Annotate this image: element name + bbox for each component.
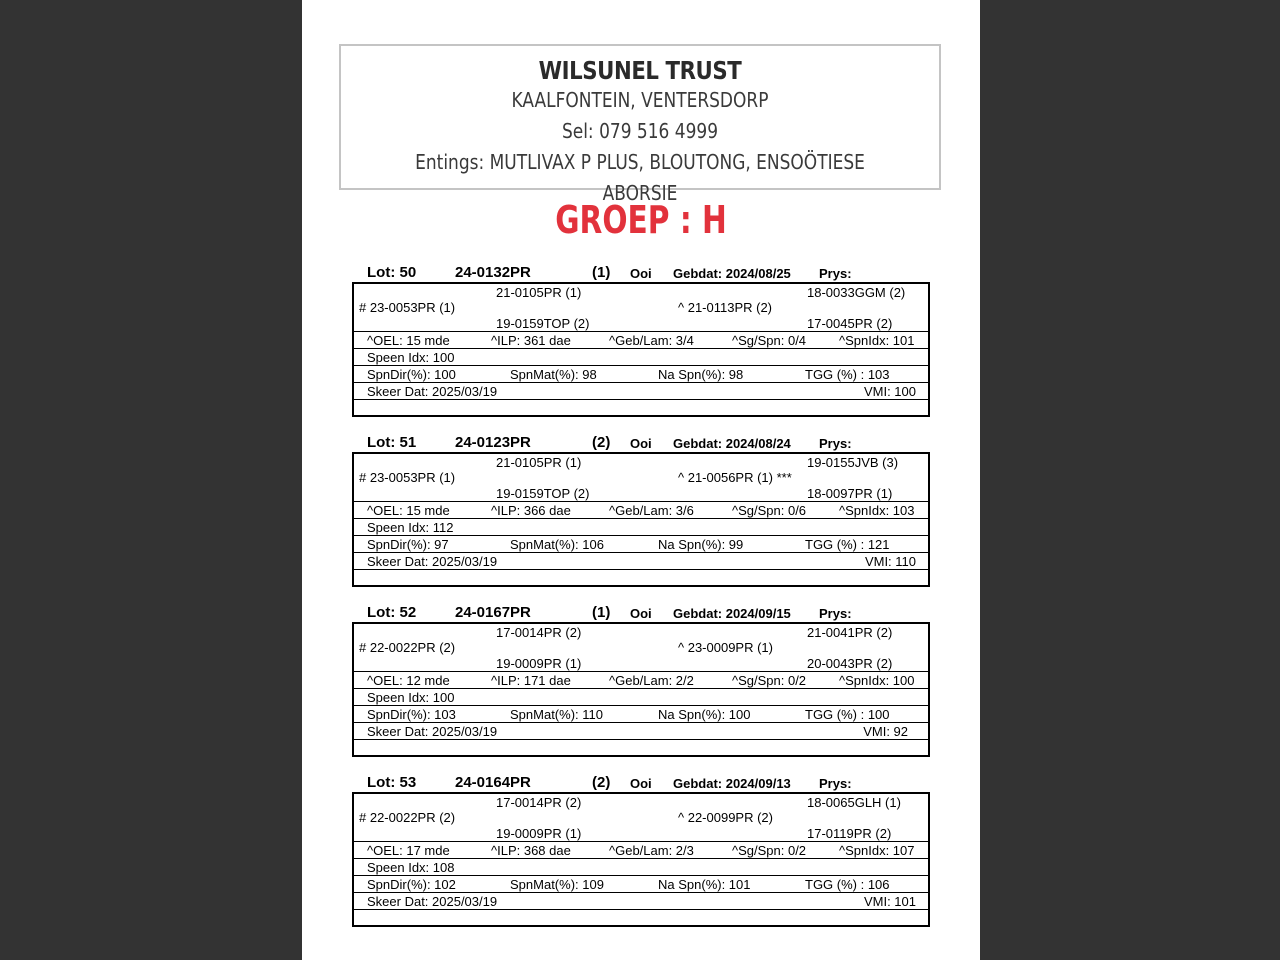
tgg: TGG (%) : 103 [805,367,890,382]
breeder-phone: Sel: 079 516 4999 [561,119,719,143]
spn-idx: ^SpnIdx: 103 [839,503,915,518]
dam-sire: 18-0033GGM (2) [807,285,906,300]
animal-id: 24-0167PR [455,604,531,621]
geb-lam: ^Geb/Lam: 3/6 [609,503,694,518]
dam-dam: 17-0119PR (2) [807,826,892,841]
price: Prys: [819,776,852,791]
lot-number: Lot: 52 [367,604,417,621]
speen-idx: Speen Idx: 100 [367,350,455,365]
birth-count: (1) [592,604,611,621]
row-divider [354,518,928,519]
lot-header [352,772,930,792]
lot-card [352,602,930,757]
vmi: VMI: 101 [863,894,916,909]
lot-header [352,262,930,282]
sire: # 23-0053PR (1) [359,300,456,315]
na-spn: Na Spn(%): 98 [658,367,744,382]
price: Prys: [819,606,852,621]
row-divider [354,399,928,400]
price: Prys: [819,266,852,281]
animal-id: 24-0164PR [455,774,531,791]
dam: ^ 22-0099PR (2) [678,810,773,825]
row-divider [354,535,928,536]
ilp: ^ILP: 171 dae [491,673,571,688]
spn-dir: SpnDir(%): 100 [367,367,456,382]
price: Prys: [819,436,852,451]
geb-lam: ^Geb/Lam: 2/3 [609,843,694,858]
row-divider [354,552,928,553]
skeer-date: Skeer Dat: 2025/03/19 [367,894,498,909]
lot-details-table [352,792,930,927]
lot-details-table [352,452,930,587]
spn-dir: SpnDir(%): 97 [367,537,449,552]
dam: ^ 23-0009PR (1) [678,640,773,655]
spn-mat: SpnMat(%): 106 [510,537,604,552]
sg-spn: ^Sg/Spn: 0/6 [732,503,807,518]
row-divider [354,365,928,366]
row-divider [354,688,928,689]
sire-dam: 19-0009PR (1) [496,826,582,841]
row-divider [354,875,928,876]
lot-number: Lot: 51 [367,434,417,451]
breeder-header [339,44,941,205]
birth-count: (2) [592,774,611,791]
skeer-date: Skeer Dat: 2025/03/19 [367,724,498,739]
dam-sire: 19-0155JVB (3) [807,455,899,470]
lot-header [352,602,930,622]
group-label: GROEP : H [555,198,727,242]
row-divider [354,331,928,332]
dam-sire: 21-0041PR (2) [807,625,893,640]
sire-sire: 17-0014PR (2) [496,625,582,640]
lot-details-table [352,622,930,757]
sire-sire: 17-0014PR (2) [496,795,582,810]
sire: # 22-0022PR (2) [359,810,456,825]
row-divider [354,841,928,842]
row-divider [354,858,928,859]
dam-dam: 18-0097PR (1) [807,486,893,501]
animal-id: 24-0132PR [455,264,531,281]
row-divider [354,739,928,740]
spn-idx: ^SpnIdx: 101 [839,333,915,348]
lot-header [352,432,930,452]
spn-mat: SpnMat(%): 110 [510,707,603,722]
spn-dir: SpnDir(%): 102 [367,877,456,892]
row-divider [354,722,928,723]
sg-spn: ^Sg/Spn: 0/2 [732,843,807,858]
sire-sire: 21-0105PR (1) [496,285,582,300]
dam-dam: 20-0043PR (2) [807,656,893,671]
sg-spn: ^Sg/Spn: 0/2 [732,673,807,688]
breeder-name: WILSUNEL TRUST [538,56,742,85]
vaccinations: Entings: MUTLIVAX P PLUS, BLOUTONG, ENSOÖTIESE ABORSIE [415,150,865,205]
ilp: ^ILP: 366 dae [491,503,571,518]
oel: ^OEL: 15 mde [367,503,450,518]
animal-id: 24-0123PR [455,434,531,451]
sg-spn: ^Sg/Spn: 0/4 [732,333,807,348]
tgg: TGG (%) : 121 [805,537,890,552]
vmi: VMI: 92 [863,724,908,739]
sex: Ooi [630,266,652,281]
oel: ^OEL: 12 mde [367,673,450,688]
tgg: TGG (%) : 100 [805,707,890,722]
sex: Ooi [630,606,652,621]
spn-mat: SpnMat(%): 98 [510,367,597,382]
sire: # 22-0022PR (2) [359,640,456,655]
sire: # 23-0053PR (1) [359,470,456,485]
oel: ^OEL: 15 mde [367,333,450,348]
vmi: VMI: 100 [863,384,916,399]
sire-dam: 19-0159TOP (2) [496,486,590,501]
row-divider [354,892,928,893]
sire-sire: 21-0105PR (1) [496,455,582,470]
ilp: ^ILP: 361 dae [491,333,571,348]
speen-idx: Speen Idx: 100 [367,690,455,705]
lot-card [352,772,930,927]
row-divider [354,348,928,349]
vmi: VMI: 110 [864,554,916,569]
speen-idx: Speen Idx: 108 [367,860,455,875]
birth-count: (1) [592,264,611,281]
catalog-page [302,0,980,960]
spn-mat: SpnMat(%): 109 [510,877,604,892]
row-divider [354,569,928,570]
dam: ^ 21-0056PR (1) *** [678,470,792,485]
row-divider [354,705,928,706]
geb-lam: ^Geb/Lam: 2/2 [609,673,694,688]
spn-idx: ^SpnIdx: 107 [839,843,915,858]
oel: ^OEL: 17 mde [367,843,450,858]
na-spn: Na Spn(%): 101 [658,877,751,892]
speen-idx: Speen Idx: 112 [367,520,454,535]
sex: Ooi [630,436,652,451]
lot-number: Lot: 50 [367,264,417,281]
sex: Ooi [630,776,652,791]
lot-card [352,262,930,417]
skeer-date: Skeer Dat: 2025/03/19 [367,384,498,399]
birth-date: Gebdat: 2024/08/25 [673,266,791,281]
tgg: TGG (%) : 106 [805,877,890,892]
ilp: ^ILP: 368 dae [491,843,571,858]
lot-details-table [352,282,930,417]
row-divider [354,382,928,383]
sire-dam: 19-0159TOP (2) [496,316,590,331]
birth-date: Gebdat: 2024/08/24 [673,436,791,451]
na-spn: Na Spn(%): 100 [658,707,751,722]
spn-idx: ^SpnIdx: 100 [839,673,915,688]
geb-lam: ^Geb/Lam: 3/4 [609,333,694,348]
spn-dir: SpnDir(%): 103 [367,707,456,722]
birth-date: Gebdat: 2024/09/13 [673,776,791,791]
breeder-location: KAALFONTEIN, VENTERSDORP [511,88,769,112]
birth-count: (2) [592,434,611,451]
lot-card [352,432,930,587]
dam-sire: 18-0065GLH (1) [807,795,901,810]
dam: ^ 21-0113PR (2) [678,300,773,315]
lot-number: Lot: 53 [367,774,417,791]
row-divider [354,501,928,502]
sire-dam: 19-0009PR (1) [496,656,582,671]
na-spn: Na Spn(%): 99 [658,537,744,552]
row-divider [354,909,928,910]
dam-dam: 17-0045PR (2) [807,316,893,331]
birth-date: Gebdat: 2024/09/15 [673,606,791,621]
skeer-date: Skeer Dat: 2025/03/19 [367,554,498,569]
row-divider [354,671,928,672]
